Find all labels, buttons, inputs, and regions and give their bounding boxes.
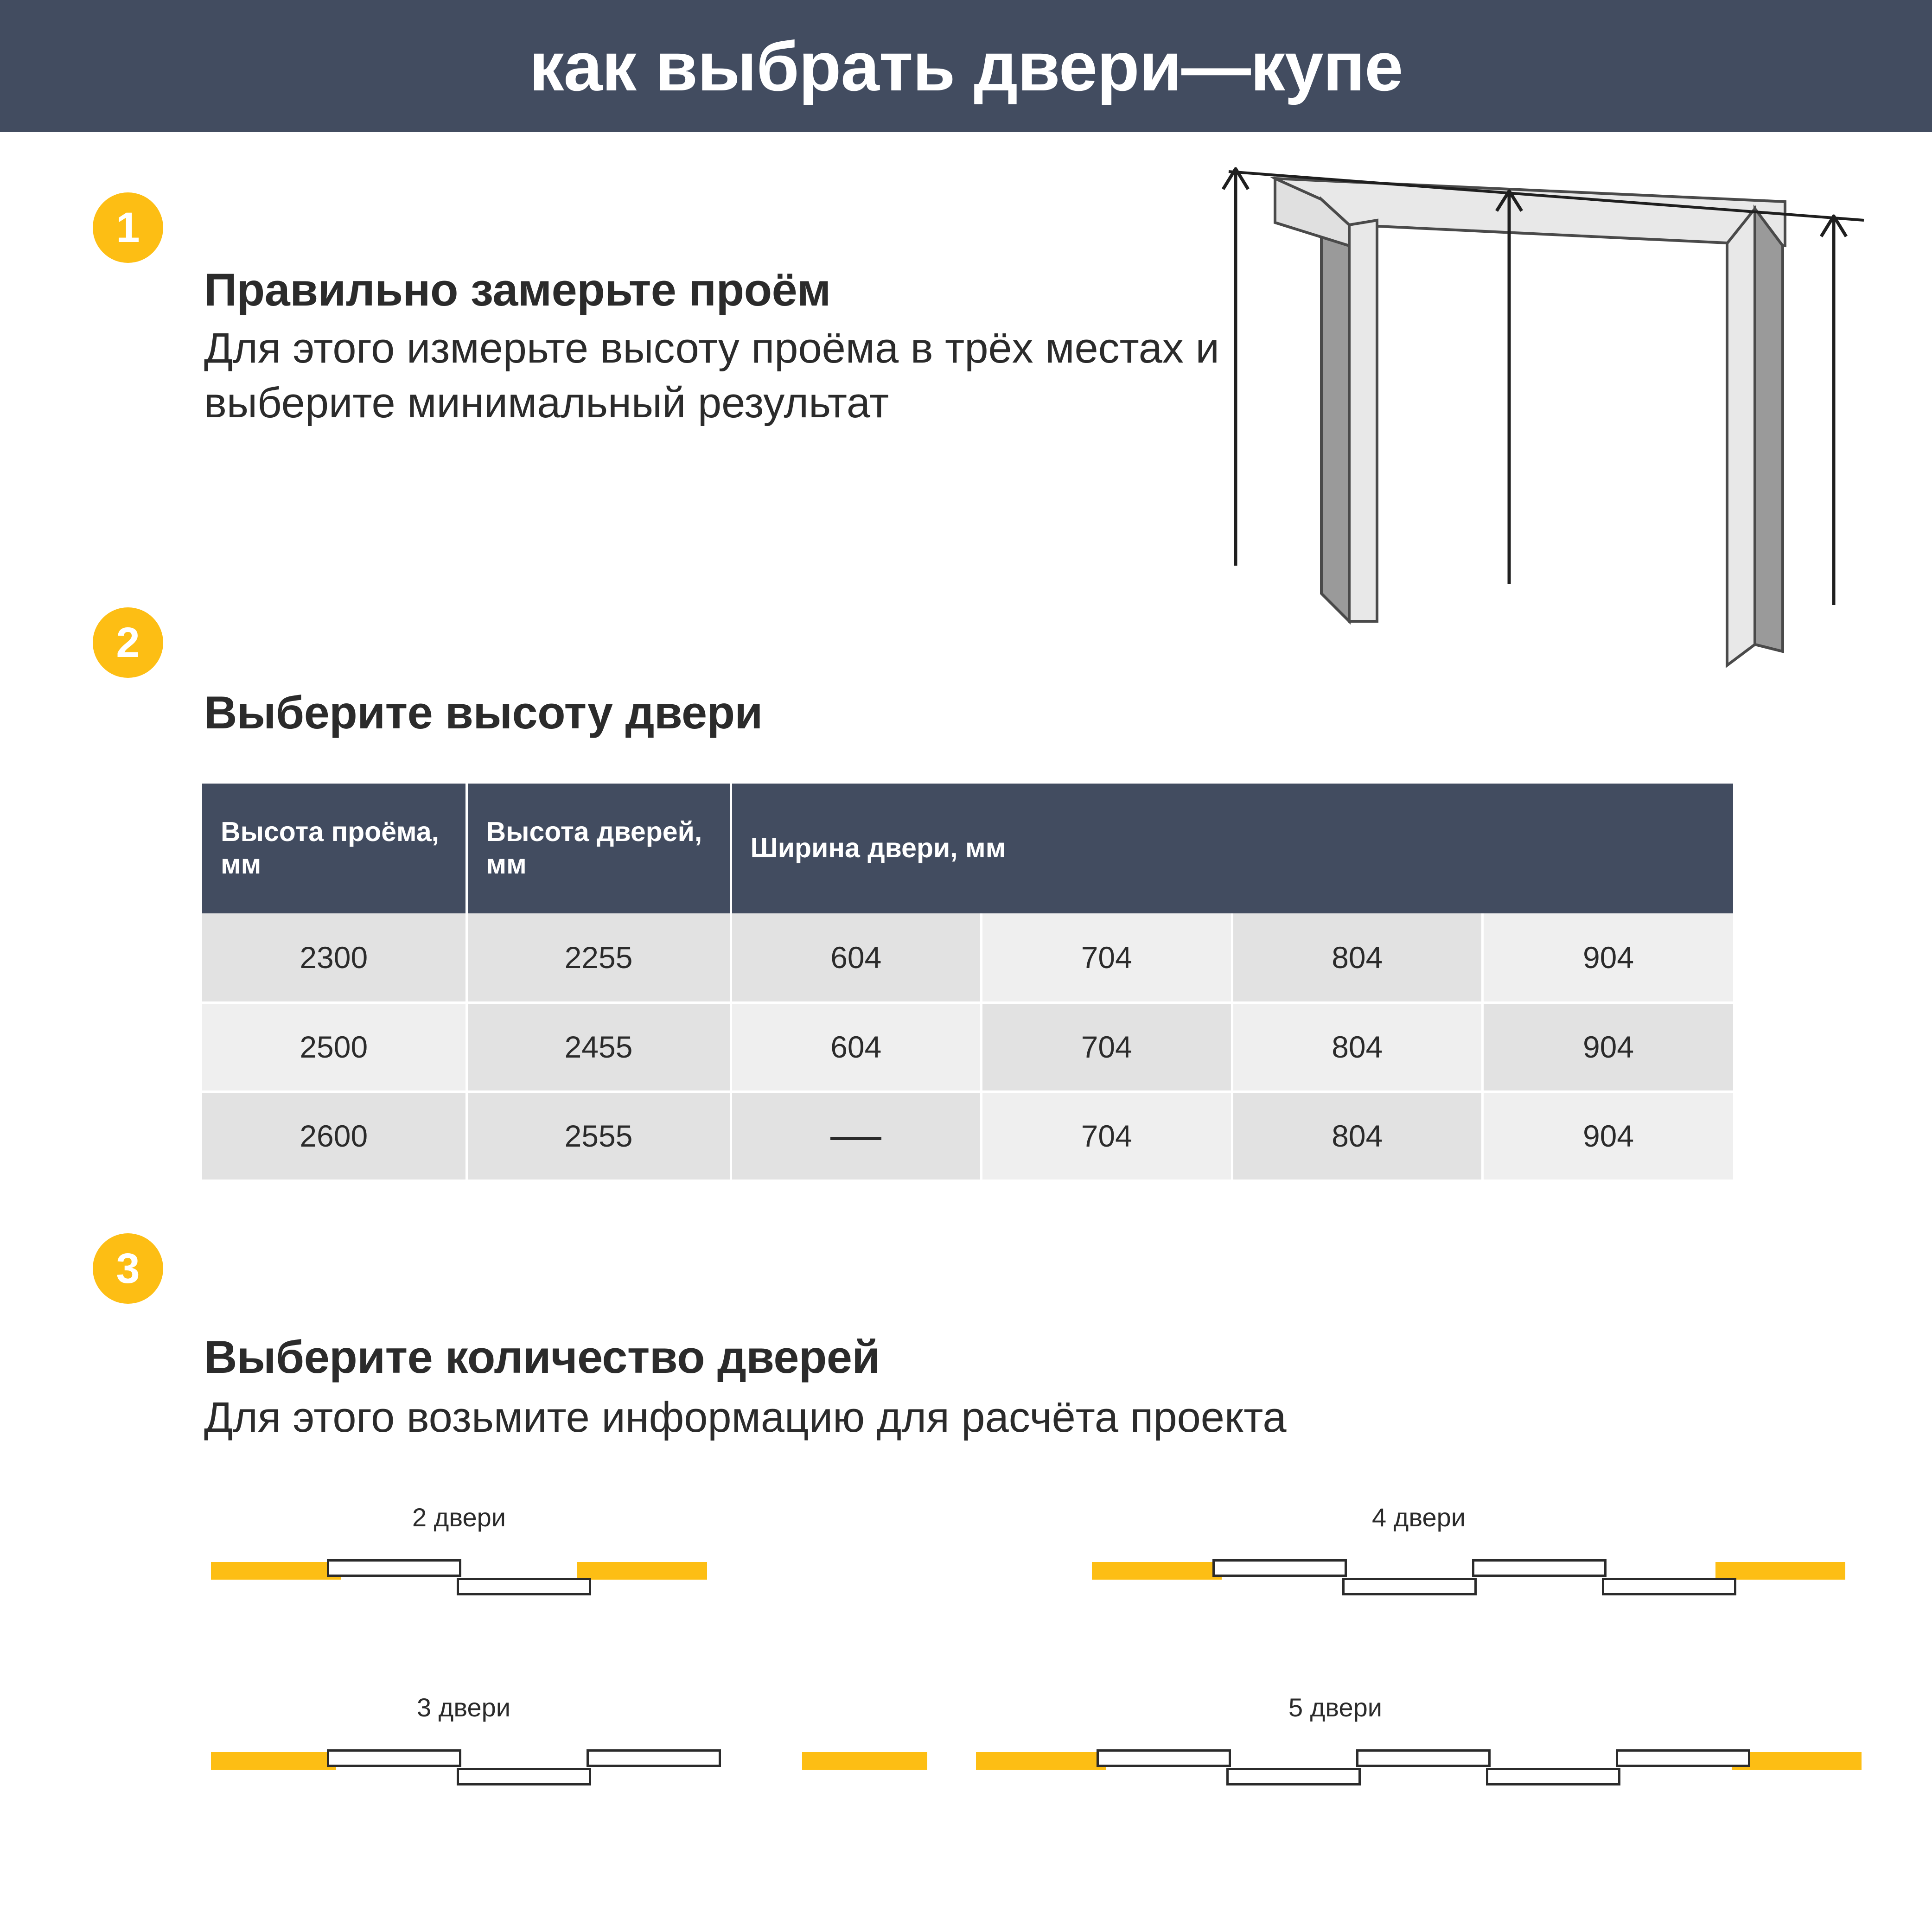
cell-r0-c1: 2255: [466, 913, 731, 1002]
dash-mark: [830, 1137, 881, 1140]
cell-r0-c3: 704: [982, 913, 1232, 1002]
door-panel: [1342, 1578, 1477, 1595]
cell-r0-c0: 2300: [202, 913, 466, 1002]
opening-bar-left: [976, 1752, 1106, 1770]
cell-r2-c4: 804: [1232, 1091, 1483, 1180]
doorway-measure-icon: [1210, 153, 1868, 679]
opening-bar-left: [211, 1562, 341, 1580]
page-header: [0, 0, 1932, 132]
table-row: [202, 1091, 1733, 1180]
step-1-title: Правильно замерьте проём: [204, 264, 831, 315]
cell-r2-c5: 904: [1483, 1091, 1734, 1180]
door-option-3-label: 3 двери: [416, 1693, 511, 1722]
door-panel: [1486, 1768, 1620, 1785]
cell-r1-c2: 604: [731, 1002, 982, 1091]
door-panel: [457, 1768, 591, 1785]
cell-r1-c5: 904: [1483, 1002, 1734, 1091]
cell-r0-c2: 604: [731, 913, 982, 1002]
cell-r1-c3: 704: [982, 1002, 1232, 1091]
door-panel: [1472, 1559, 1607, 1577]
table-header-door-width: Ширина двери, мм: [731, 784, 1733, 913]
opening-bar-right: [1715, 1562, 1845, 1580]
opening-bar-left: [211, 1752, 336, 1770]
step-badge-2: 2: [93, 607, 163, 678]
door-option-5-diagram: [964, 1734, 1868, 1795]
table-head: [202, 784, 1733, 913]
step-1-body: Для этого измерьте высоту проёма в трёх местах и выберите минимальный результат: [204, 324, 1219, 427]
door-option-4-diagram: [1080, 1544, 1868, 1605]
cell-r1-c1: 2455: [466, 1002, 731, 1091]
cell-r2-c0: 2600: [202, 1091, 466, 1180]
door-panel: [457, 1578, 591, 1595]
door-panel: [1602, 1578, 1736, 1595]
opening-bar-left: [1092, 1562, 1222, 1580]
sizes-table-wrapper: [202, 784, 1733, 1182]
door-panel: [1097, 1749, 1231, 1767]
door-option-2: [199, 1502, 719, 1605]
door-option-2-diagram: [199, 1544, 719, 1605]
door-option-2-label: 2 двери: [412, 1503, 506, 1532]
opening-bar-right: [577, 1562, 707, 1580]
opening-bar-right: [802, 1752, 927, 1770]
door-panel: [327, 1559, 461, 1577]
door-panel: [1616, 1749, 1750, 1767]
step-2-title: Выберите высоту двери: [204, 687, 763, 738]
door-option-4: [1080, 1502, 1868, 1605]
table-body: [202, 913, 1733, 1180]
table-header-row: [202, 784, 1733, 913]
cell-r2-c2: [731, 1091, 982, 1180]
table-row: [202, 913, 1733, 1002]
door-option-3-diagram: [199, 1734, 848, 1795]
door-option-5-label: 5 двери: [1288, 1693, 1383, 1722]
cell-r2-c3: 704: [982, 1091, 1232, 1180]
table-header-opening-height: Высота проёма, мм: [202, 784, 466, 913]
cell-r2-c1: 2555: [466, 1091, 731, 1180]
door-panel: [587, 1749, 721, 1767]
step-badge-1: 1: [93, 192, 163, 263]
step-1-text-block: [204, 264, 1284, 430]
opening-bar-right: [1732, 1752, 1862, 1770]
step-3-body: Для этого возьмите информацию для расчёта проекта: [204, 1394, 1287, 1441]
sizes-table: [202, 784, 1733, 1182]
cell-r0-c4: 804: [1232, 913, 1483, 1002]
door-panel: [1226, 1768, 1361, 1785]
table-header-door-height: Высота дверей, мм: [466, 784, 731, 913]
cell-r1-c4: 804: [1232, 1002, 1483, 1091]
step-badge-3: 3: [93, 1233, 163, 1304]
door-option-3: [199, 1692, 848, 1795]
cell-r1-c0: 2500: [202, 1002, 466, 1091]
door-panel: [327, 1749, 461, 1767]
door-panel: [1356, 1749, 1491, 1767]
step-3-title: Выберите количество дверей: [204, 1331, 880, 1383]
page-title: как выбрать двери—купе: [529, 27, 1403, 105]
door-panel: [1212, 1559, 1347, 1577]
table-row: [202, 1002, 1733, 1091]
door-option-5: [964, 1692, 1868, 1795]
cell-r0-c5: 904: [1483, 913, 1734, 1002]
door-option-4-label: 4 двери: [1371, 1503, 1466, 1532]
